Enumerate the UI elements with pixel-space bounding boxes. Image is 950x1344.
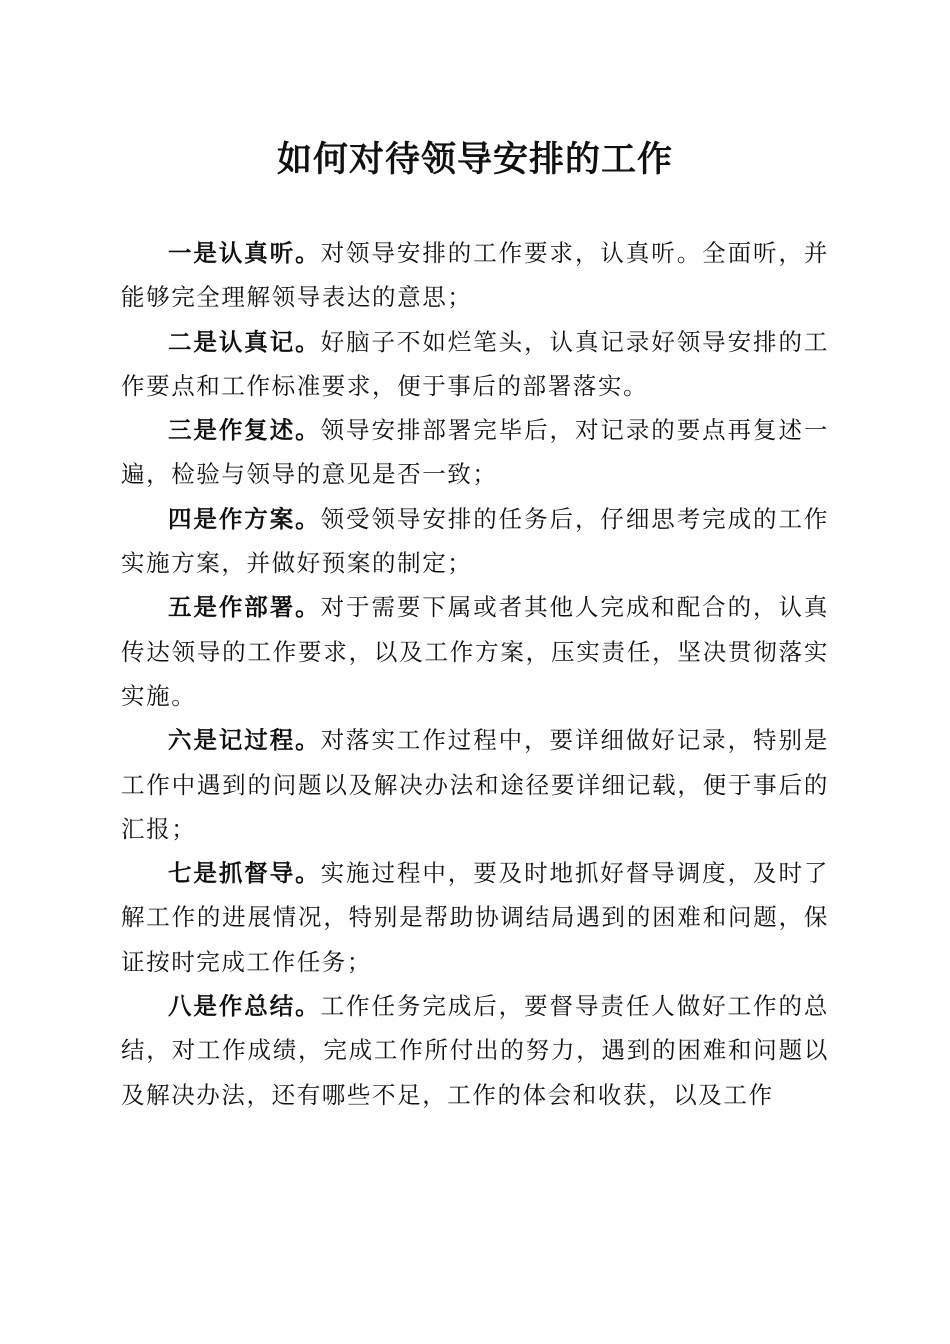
paragraph-3 [121,408,829,497]
paragraph-text: 对领导安排的工作要求，认真听。全面听，并能够完全理解领导表达的意思； [121,239,830,312]
paragraph-lead: 三是作复述。 [168,416,321,445]
paragraph-lead: 七是抓督导。 [168,859,321,888]
paragraph-5 [121,585,829,718]
paragraph-text: 领导安排部署完毕后，对记录的要点再复述一遍，检验与领导的意见是否一致； [121,416,830,489]
document-body [121,231,829,1117]
paragraph-1 [121,231,829,320]
paragraph-2 [121,320,829,409]
paragraph-7 [121,851,829,984]
paragraph-text: 对于需要下属或者其他人完成和配合的，认真传达领导的工作要求，以及工作方案，压实责任，坚决贯彻落实实施。 [121,593,830,710]
paragraph-lead: 五是作部署。 [168,593,321,622]
paragraph-text: 领受领导安排的任务后，仔细思考完成的工作实施方案，并做好预案的制定； [121,504,830,578]
paragraph-lead: 八是作总结。 [168,992,321,1021]
paragraph-text: 工作任务完成后，要督导责任人做好工作的总结，对工作成绩，完成工作所付出的努力，遇到的困难和问题以及解决办法，还有哪些不足，工作的体会和收获，以及工作 [121,992,830,1109]
paragraph-lead: 六是记过程。 [168,726,321,755]
paragraph-6 [121,718,829,851]
paragraph-lead: 一是认真听。 [168,239,321,267]
paragraph-text: 实施过程中，要及时地抓好督导调度，及时了解工作的进展情况，特别是帮助协调结局遇到的困难和问题，保证按时完成工作任务； [121,859,830,976]
page-title: 如何对待领导安排的工作 [276,139,673,180]
paragraph-text: 好脑子不如烂笔头，认真记录好领导安排的工作要点和工作标准要求，便于事后的部署落实。 [121,327,830,400]
paragraph-lead: 四是作方案。 [168,504,321,533]
paragraph-8 [121,984,829,1117]
paragraph-text: 对落实工作过程中，要详细做好记录，特别是工作中遇到的问题以及解决办法和途径要详细记载，便于事后的汇报； [121,726,830,843]
paragraph-4 [121,497,829,586]
paragraph-lead: 二是认真记。 [168,327,321,356]
